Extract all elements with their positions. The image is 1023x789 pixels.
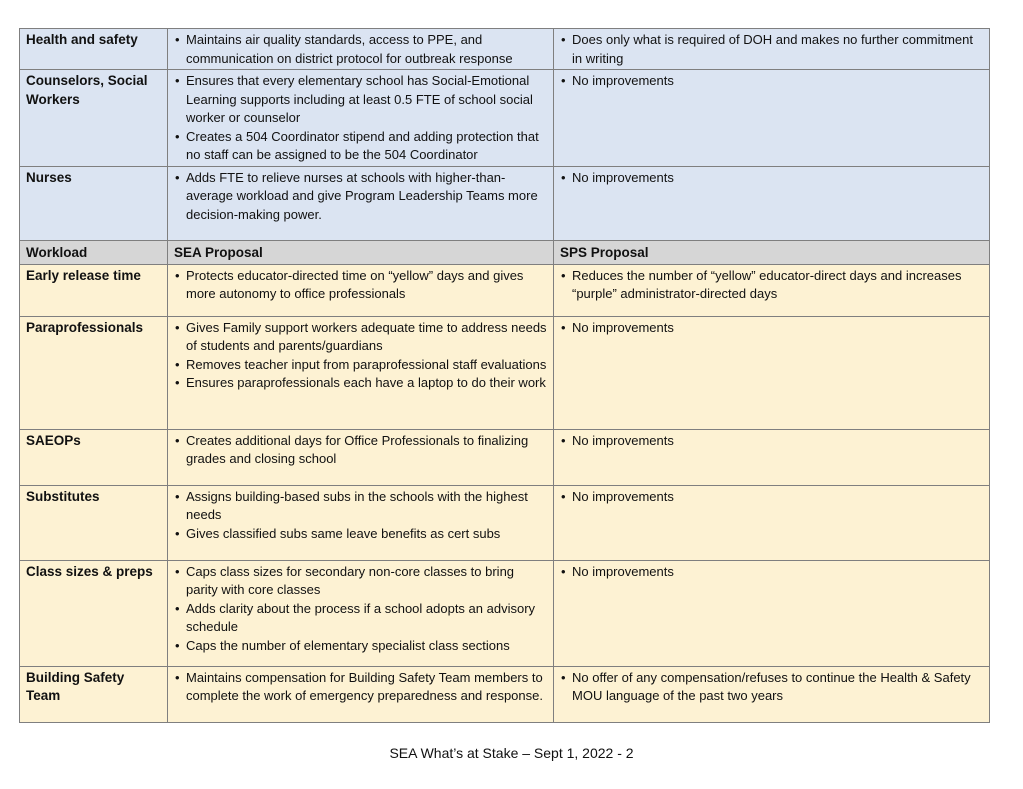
list-item: • Ensures paraprofessionals each have a laptop to do their work xyxy=(174,374,547,393)
table-row xyxy=(20,166,990,240)
sea-cell xyxy=(168,29,554,70)
sps-cell xyxy=(554,70,990,167)
list-item: • No improvements xyxy=(560,319,983,338)
table-row xyxy=(20,316,990,429)
list-item: • Gives classified subs same leave benefits as cert subs xyxy=(174,525,547,544)
row-label: Paraprofessionals xyxy=(20,316,168,429)
sea-cell xyxy=(168,70,554,167)
table-row xyxy=(20,429,990,485)
list-item: • No improvements xyxy=(560,488,983,507)
workload-header-row xyxy=(20,240,990,264)
list-item: • Assigns building-based subs in the schools with the highest needs xyxy=(174,488,547,525)
sea-cell xyxy=(168,429,554,485)
list-item: • No improvements xyxy=(560,432,983,451)
table-row xyxy=(20,666,990,722)
list-item: • Adds clarity about the process if a school adopts an advisory schedule xyxy=(174,600,547,637)
table-row xyxy=(20,264,990,316)
table-row xyxy=(20,560,990,666)
row-label: Counselors, Social Workers xyxy=(20,70,168,167)
sea-cell xyxy=(168,166,554,240)
list-item: • No offer of any compensation/refuses to continue the Health & Safety MOU language of the past two years xyxy=(560,669,983,706)
sps-cell xyxy=(554,166,990,240)
header-workload: Workload xyxy=(20,240,168,264)
row-label: Early release time xyxy=(20,264,168,316)
list-item: • Creates additional days for Office Professionals to finalizing grades and closing school xyxy=(174,432,547,469)
sps-cell xyxy=(554,485,990,560)
sps-cell xyxy=(554,316,990,429)
sea-cell xyxy=(168,264,554,316)
comparison-table xyxy=(19,28,990,723)
sea-cell xyxy=(168,485,554,560)
row-label: Health and safety xyxy=(20,29,168,70)
sea-cell xyxy=(168,560,554,666)
table-row xyxy=(20,70,990,167)
list-item: • Does only what is required of DOH and makes no further commitment in writing xyxy=(560,31,983,68)
list-item: • Caps class sizes for secondary non-core classes to bring parity with core classes xyxy=(174,563,547,600)
sps-cell xyxy=(554,560,990,666)
sps-cell xyxy=(554,666,990,722)
comparison-table-wrapper xyxy=(19,28,989,723)
list-item: • No improvements xyxy=(560,169,983,188)
table-row xyxy=(20,485,990,560)
page-footer: SEA What’s at Stake – Sept 1, 2022 - 2 xyxy=(389,745,634,761)
sps-cell xyxy=(554,29,990,70)
row-label: Building Safety Team xyxy=(20,666,168,722)
list-item: • Adds FTE to relieve nurses at schools with higher-than-average workload and give Program Leadership Teams more decision-making power. xyxy=(174,169,547,225)
list-item: • Protects educator-directed time on “yellow” days and gives more autonomy to office professionals xyxy=(174,267,547,304)
row-label: Class sizes & preps xyxy=(20,560,168,666)
header-sea-proposal: SEA Proposal xyxy=(168,240,554,264)
list-item: • No improvements xyxy=(560,72,983,91)
sea-cell xyxy=(168,666,554,722)
list-item: • Caps the number of elementary specialist class sections xyxy=(174,637,547,656)
sea-cell xyxy=(168,316,554,429)
row-label: SAEOPs xyxy=(20,429,168,485)
header-sps-proposal: SPS Proposal xyxy=(554,240,990,264)
row-label: Nurses xyxy=(20,166,168,240)
list-item: • Gives Family support workers adequate time to address needs of students and parents/guardians xyxy=(174,319,547,356)
list-item: • Maintains compensation for Building Safety Team members to complete the work of emergency preparedness and response. xyxy=(174,669,547,706)
list-item: • Maintains air quality standards, access to PPE, and communication on district protocol for outbreak response xyxy=(174,31,547,68)
list-item: • No improvements xyxy=(560,563,983,582)
sps-cell xyxy=(554,264,990,316)
table-row xyxy=(20,29,990,70)
list-item: • Removes teacher input from paraprofessional staff evaluations xyxy=(174,356,547,375)
row-label: Substitutes xyxy=(20,485,168,560)
list-item: • Creates a 504 Coordinator stipend and adding protection that no staff can be assigned to be the 504 Coordinator xyxy=(174,128,547,165)
sps-cell xyxy=(554,429,990,485)
list-item: • Ensures that every elementary school has Social-Emotional Learning supports including at least 0.5 FTE of school social worker or counselor xyxy=(174,72,547,128)
list-item: • Reduces the number of “yellow” educator-direct days and increases “purple” administrator-directed days xyxy=(560,267,983,304)
